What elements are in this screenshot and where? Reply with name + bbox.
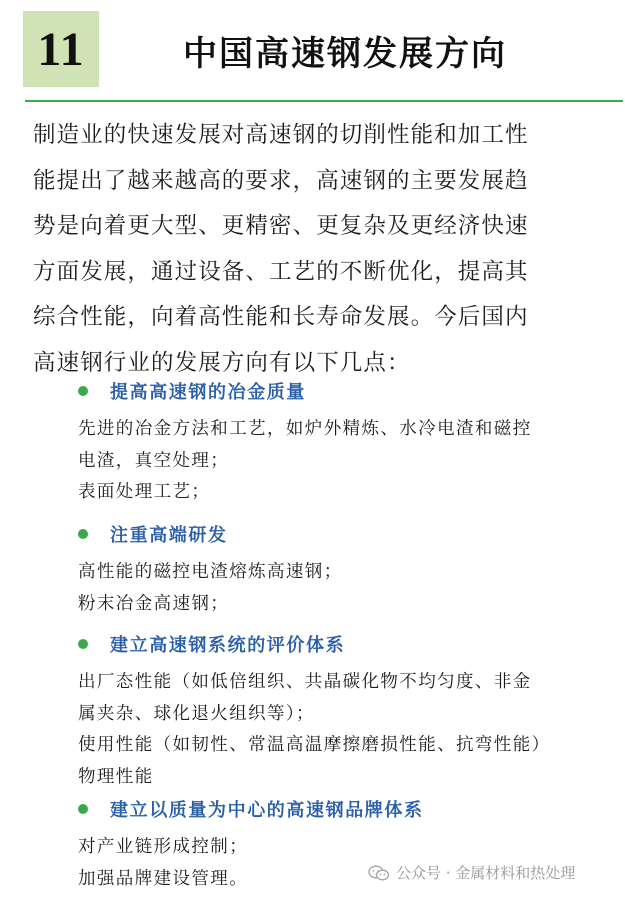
section-heading bbox=[78, 521, 228, 547]
intro-line: 综合性能，向着高性能和长寿命发展。今后国内 bbox=[33, 304, 529, 330]
section-body bbox=[78, 414, 608, 509]
section-line: 物理性能 bbox=[78, 766, 154, 787]
section-heading bbox=[78, 796, 424, 822]
section-line: 使用性能（如韧性、常温高温摩擦磨损性能、抗弯性能） bbox=[78, 735, 551, 755]
bullet-dot-icon bbox=[78, 639, 88, 649]
section-title: 建立高速钢系统的评价体系 bbox=[110, 635, 346, 656]
intro-paragraph bbox=[33, 113, 603, 386]
chapter-number: 11 bbox=[37, 22, 85, 76]
title-divider bbox=[25, 100, 623, 102]
bullet-dot-icon bbox=[78, 386, 88, 396]
section-line: 属夹杂、球化退火组织等）； bbox=[78, 703, 315, 724]
section-heading bbox=[78, 631, 345, 657]
section-line: 对产业链形成控制； bbox=[78, 837, 249, 857]
wechat-icon bbox=[368, 865, 390, 881]
section-line: 先进的冶金方法和工艺，如炉外精炼、水冷电渣和磁控 bbox=[78, 419, 532, 439]
intro-line: 势是向着更大型、更精密、更复杂及更经济快速 bbox=[33, 213, 529, 239]
section-line: 高性能的磁控电渣熔炼高速钢； bbox=[78, 562, 343, 582]
intro-line: 高速钢行业的发展方向有以下几点： bbox=[33, 349, 411, 376]
page-title: 中国高速钢发展方向 bbox=[183, 34, 507, 74]
watermark bbox=[368, 862, 575, 883]
bullet-dot-icon bbox=[78, 529, 88, 539]
section-line: 粉末冶金高速钢； bbox=[78, 593, 230, 614]
intro-line: 能提出了越来越高的要求，高速钢的主要发展趋 bbox=[33, 167, 529, 194]
section-body bbox=[78, 557, 608, 620]
section-line: 电渣，真空处理； bbox=[78, 450, 230, 471]
section-line: 表面处理工艺； bbox=[78, 482, 211, 502]
section-title: 建立以质量为中心的高速钢品牌体系 bbox=[110, 800, 424, 821]
section-body bbox=[78, 667, 608, 793]
section-line: 出厂态性能（如低倍组织、共晶碳化物不均匀度、非金 bbox=[78, 672, 532, 692]
section-line: 加强品牌建设管理。 bbox=[78, 868, 249, 889]
bullet-dot-icon bbox=[78, 804, 88, 814]
intro-line: 制造业的快速发展对高速钢的切削性能和加工性 bbox=[33, 122, 529, 148]
intro-line: 方面发展，通过设备、工艺的不断优化，提高其 bbox=[33, 258, 529, 285]
chapter-number-box bbox=[23, 11, 99, 87]
watermark-text: 公众号 · 金属材料和热处理 bbox=[396, 864, 576, 882]
section-title: 注重高端研发 bbox=[110, 525, 228, 546]
section-title: 提高高速钢的冶金质量 bbox=[110, 382, 306, 403]
section-heading bbox=[78, 378, 306, 404]
